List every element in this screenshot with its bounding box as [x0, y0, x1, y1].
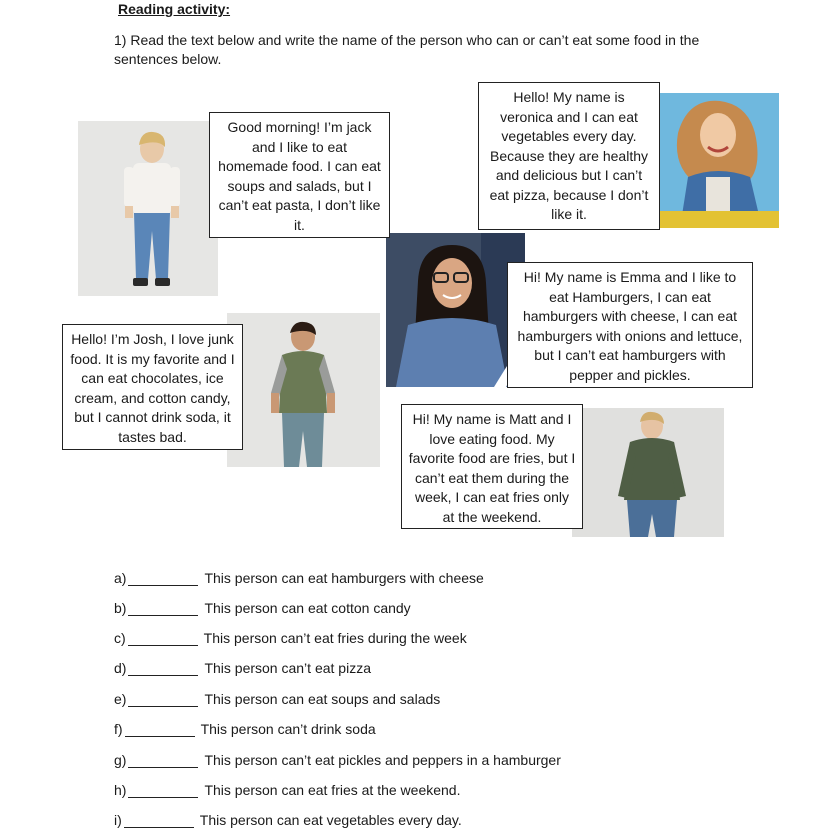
question-g — [114, 748, 561, 768]
question-c — [114, 626, 467, 646]
answer-blank-f[interactable] — [125, 722, 195, 737]
question-letter: h) — [114, 782, 127, 798]
jack-text-box: Good morning! I’m jack and I like to eat homemade food. I can eat soups and salads, but I can’t eat pasta, I don’t like it. — [209, 112, 390, 238]
josh-text-box: Hello! I’m Josh, I love junk food. It is my favorite and I can eat chocolates, ice cream, and cotton candy, but I cannot drink soda, it tastes bad. — [62, 324, 243, 450]
question-text: This person can eat hamburgers with cheese — [204, 570, 484, 586]
question-letter: e) — [114, 691, 127, 707]
question-letter: g) — [114, 752, 127, 768]
question-letter: i) — [114, 812, 122, 828]
question-text: This person can’t eat fries during the week — [203, 630, 467, 646]
question-letter: a) — [114, 570, 127, 586]
instruction-text: 1) Read the text below and write the name of the person who can or can’t eat some food in the sentences below. — [114, 32, 700, 67]
question-letter: b) — [114, 600, 127, 616]
question-text: This person can eat soups and salads — [204, 691, 441, 707]
answer-blank-d[interactable] — [128, 661, 198, 676]
emma-text-box: Hi! My name is Emma and I like to eat Hamburgers, I can eat hamburgers with cheese, I can eat hamburgers with onions and lettuce, but I can’t eat hamburgers with pepper and pickles. — [507, 262, 753, 388]
veronica-text-box: Hello! My name is veronica and I can eat vegetables every day. Because they are healthy and delicious but I can’t eat pizza, because I don’t like it. — [478, 82, 660, 230]
question-text: This person can’t eat pickles and peppers in a hamburger — [204, 752, 561, 768]
answer-blank-c[interactable] — [128, 631, 198, 646]
answer-blank-i[interactable] — [124, 813, 194, 828]
question-text: This person can’t drink soda — [200, 721, 376, 737]
question-text: This person can eat fries at the weekend. — [204, 782, 461, 798]
question-a — [114, 566, 484, 586]
question-letter: c) — [114, 630, 126, 646]
question-f — [114, 717, 376, 737]
answer-blank-e[interactable] — [128, 692, 198, 707]
activity-heading: Reading activity: — [118, 1, 231, 17]
question-i — [114, 808, 462, 828]
question-b — [114, 596, 411, 616]
question-e — [114, 687, 440, 707]
question-text: This person can’t eat pizza — [204, 660, 371, 676]
question-letter: f) — [114, 721, 123, 737]
question-text: This person can eat cotton candy — [204, 600, 411, 616]
question-h — [114, 778, 461, 798]
emma-photo — [386, 233, 525, 387]
matt-photo — [572, 408, 724, 537]
josh-photo — [227, 313, 380, 467]
question-letter: d) — [114, 660, 127, 676]
question-text: This person can eat vegetables every day. — [199, 812, 462, 828]
question-d — [114, 656, 371, 676]
matt-text-box: Hi! My name is Matt and I love eating food. My favorite food are fries, but I can’t eat them during the week, I can eat fries only at the weekend. — [401, 404, 583, 529]
answer-blank-g[interactable] — [128, 753, 198, 768]
veronica-photo — [658, 93, 779, 228]
answer-blank-b[interactable] — [128, 601, 198, 616]
answer-blank-a[interactable] — [128, 571, 198, 586]
jack-photo — [78, 121, 218, 296]
answer-blank-h[interactable] — [128, 783, 198, 798]
